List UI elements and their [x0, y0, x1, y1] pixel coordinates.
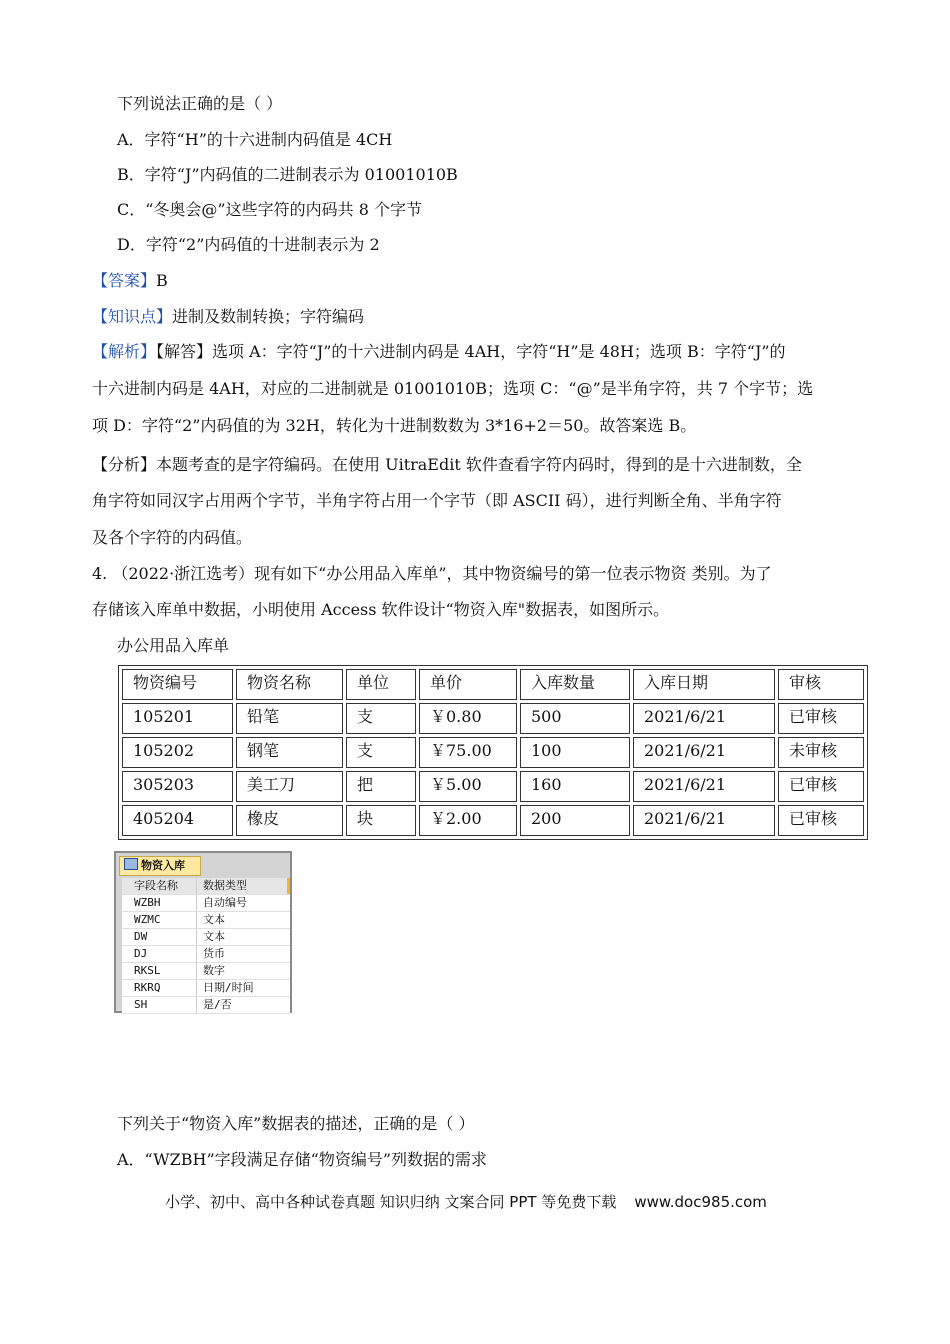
table-cell: 未审核 — [778, 737, 864, 768]
table-cell: 2021/6/21 — [633, 703, 775, 734]
field-row — [122, 895, 290, 912]
field-name: DJ — [122, 946, 197, 962]
table-cell: 100 — [520, 737, 630, 768]
table-icon — [124, 858, 138, 870]
col-header: 单价 — [419, 669, 517, 700]
remark-line-1: 【分析】本题考查的是字符编码。在使用 UitraEdit 软件查看字符内码时，得到的是十六进制数，全 — [92, 455, 802, 474]
option-b: B．字符“J”内码值的二进制表示为 01001010B — [117, 165, 458, 184]
col-header: 审核 — [778, 669, 864, 700]
access-tab-label: 物资入库 — [141, 859, 185, 872]
field-type: 文本 — [203, 913, 225, 926]
field-type: 文本 — [203, 930, 225, 943]
question-stem: 下列说法正确的是（ ） — [117, 94, 283, 113]
table-cell: 把 — [346, 771, 416, 802]
option-a: A．字符“H”的十六进制内码值是 4CH — [117, 130, 393, 149]
option-c: C．“冬奥会@”这些字符的内码共 8 个字节 — [117, 200, 422, 219]
q4-sub-stem: 下列关于“物资入库”数据表的描述，正确的是（ ） — [117, 1114, 475, 1133]
table-title: 办公用品入库单 — [117, 636, 230, 655]
field-name-header: 字段名称 — [122, 878, 197, 894]
answer-tag: 【答案】 — [92, 271, 157, 290]
knowledge-tag: 【知识点】 — [92, 307, 173, 326]
analysis-line-1 — [92, 342, 786, 362]
table-cell: 已审核 — [778, 703, 864, 734]
remark-line-3: 及各个字符的内码值。 — [92, 528, 253, 547]
field-grid — [122, 878, 290, 1014]
field-name: RKSL — [122, 963, 197, 979]
field-row — [122, 963, 290, 980]
analysis-tag: 【解析】 — [92, 342, 157, 361]
field-name: RKRQ — [122, 980, 197, 996]
table-row — [122, 771, 864, 802]
access-design-view — [114, 851, 292, 1013]
page-footer — [165, 1191, 767, 1212]
answer-value: B — [156, 271, 168, 290]
footer-text: 小学、初中、高中各种试卷真题 知识归纳 文案合同 PPT 等免费下载 — [165, 1193, 617, 1211]
table-cell: 钢笔 — [236, 737, 343, 768]
table-cell: 已审核 — [778, 771, 864, 802]
field-type: 货币 — [203, 947, 225, 960]
answer-line — [92, 271, 168, 291]
table-cell: 支 — [346, 737, 416, 768]
remark-line-2: 角字符如同汉字占用两个字节，半角字符占用一个字节（即 ASCII 码），进行判断全角、半角字符 — [92, 491, 782, 510]
option-d: D．字符“2”内码值的十进制表示为 2 — [117, 235, 380, 254]
col-header: 入库数量 — [520, 669, 630, 700]
data-type-header: 数据类型 — [197, 878, 290, 894]
table-cell: ￥2.00 — [419, 805, 517, 836]
field-type: 数字 — [203, 964, 225, 977]
field-row — [122, 980, 290, 997]
col-header: 物资名称 — [236, 669, 343, 700]
table-cell: ￥5.00 — [419, 771, 517, 802]
table-cell: 已审核 — [778, 805, 864, 836]
table-cell: 105201 — [122, 703, 233, 734]
field-type: 是/否 — [203, 998, 232, 1011]
field-type: 自动编号 — [203, 896, 247, 909]
analysis-line-2: 十六进制内码是 4AH，对应的二进制就是 01001010B；选项 C：“@”是半角字符，共 7 个字节；选 — [92, 379, 814, 398]
table-cell: 2021/6/21 — [633, 771, 775, 802]
table-cell: 500 — [520, 703, 630, 734]
analysis-text-1: 【解答】选项 A：字符“J”的十六进制内码是 4AH，字符“H”是 48H；选项 B：字符“J”的 — [156, 342, 786, 361]
q4-option-a: A．“WZBH”字段满足存储“物资编号”列数据的需求 — [117, 1150, 487, 1169]
table-cell: 美工刀 — [236, 771, 343, 802]
col-header: 入库日期 — [633, 669, 775, 700]
inventory-table — [118, 665, 868, 840]
table-cell: 2021/6/21 — [633, 805, 775, 836]
table-row — [122, 703, 864, 734]
q4-stem-line-2: 存储该入库单中数据，小明使用 Access 软件设计“物资入库"数据表，如图所示。 — [92, 600, 670, 619]
access-table-tab — [119, 856, 201, 876]
field-row — [122, 946, 290, 963]
footer-url[interactable]: www.doc985.com — [634, 1193, 767, 1211]
field-grid-header — [122, 878, 290, 895]
field-type: 日期/时间 — [203, 981, 254, 994]
knowledge-value: 进制及数制转换；字符编码 — [172, 307, 365, 326]
field-row — [122, 912, 290, 929]
table-row — [122, 737, 864, 768]
table-cell: ￥0.80 — [419, 703, 517, 734]
table-cell: 200 — [520, 805, 630, 836]
table-row — [122, 805, 864, 836]
field-row — [122, 997, 290, 1014]
q4-stem-line-1: 4. （2022·浙江选考）现有如下“办公用品入库单”，其中物资编号的第一位表示物资 类别。为了 — [92, 564, 772, 583]
table-cell: 405204 — [122, 805, 233, 836]
table-cell: 105202 — [122, 737, 233, 768]
table-cell: 支 — [346, 703, 416, 734]
knowledge-line — [92, 307, 364, 327]
table-cell: 橡皮 — [236, 805, 343, 836]
analysis-line-3: 项 D：字符“2”内码值的为 32H，转化为十进制数数为 3*16+2＝50。故答案选 B。 — [92, 416, 697, 435]
field-name: WZBH — [122, 895, 197, 911]
field-name: DW — [122, 929, 197, 945]
col-header: 物资编号 — [122, 669, 233, 700]
field-name: WZMC — [122, 912, 197, 928]
table-cell: 块 — [346, 805, 416, 836]
col-header: 单位 — [346, 669, 416, 700]
table-cell: 铅笔 — [236, 703, 343, 734]
field-row — [122, 929, 290, 946]
table-cell: ￥75.00 — [419, 737, 517, 768]
field-name: SH — [122, 997, 197, 1013]
table-cell: 160 — [520, 771, 630, 802]
table-header-row — [122, 669, 864, 700]
table-cell: 305203 — [122, 771, 233, 802]
table-cell: 2021/6/21 — [633, 737, 775, 768]
